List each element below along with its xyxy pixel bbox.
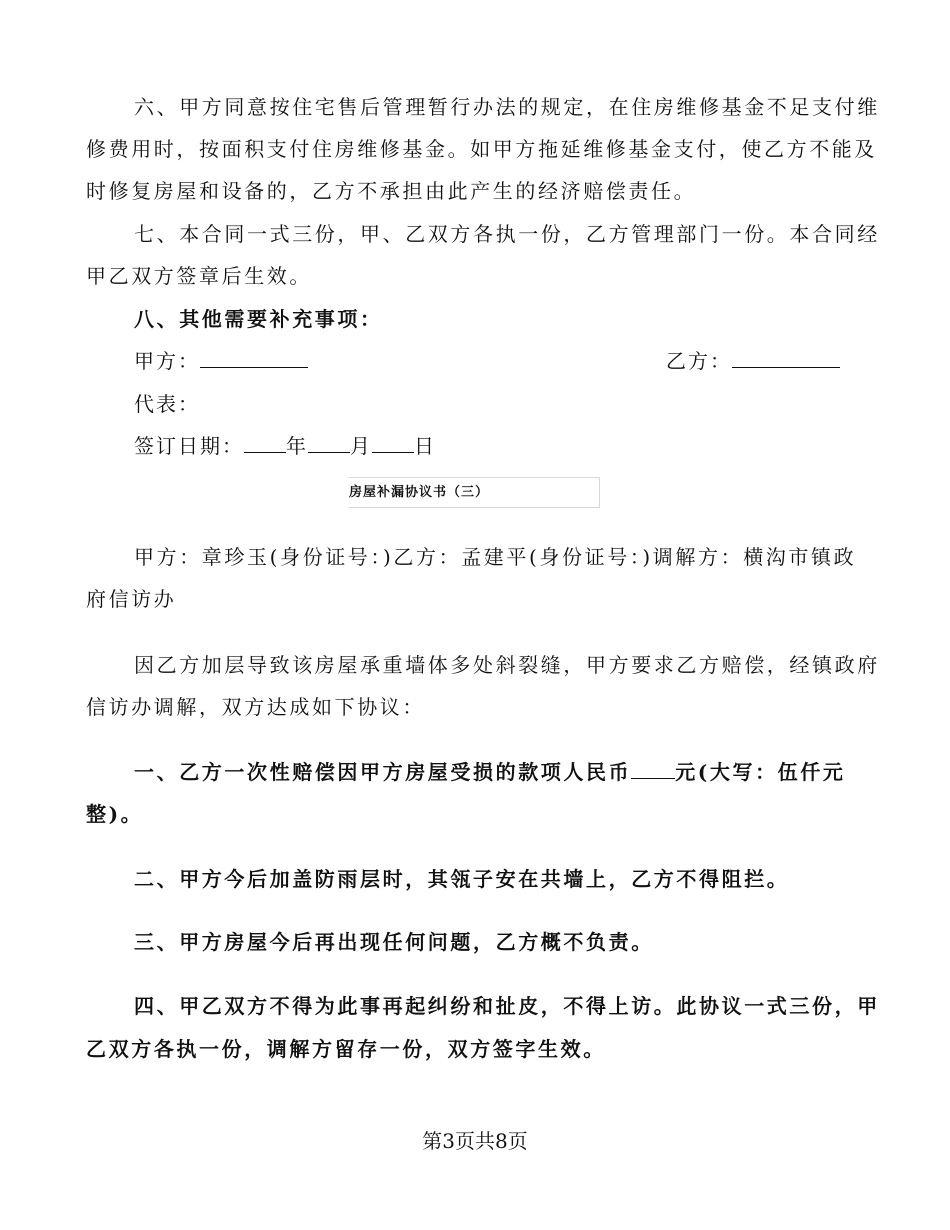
- item-1-amount-text: 元(大写：伍仟元: [675, 760, 846, 784]
- year-blank: [244, 432, 286, 453]
- section-title: 房屋补漏协议书（三）: [349, 477, 600, 508]
- day-label: 日: [414, 434, 436, 458]
- item-2: 二、甲方今后加盖防雨层时，其瓴子安在共墙上，乙方不得阻拦。: [134, 867, 790, 891]
- item-4-line-1: 四、甲乙双方不得为此事再起纠纷和扯皮，不得上访。此协议一式三份，甲: [134, 994, 880, 1018]
- clause-7-line-2: 甲乙双方签章后生效。: [86, 264, 312, 288]
- parties-line-2: 府信访办: [86, 587, 177, 611]
- page-number: 第3页共8页: [422, 1129, 528, 1153]
- signing-date-label: 签订日期：: [134, 434, 244, 458]
- day-blank: [372, 432, 414, 453]
- item-4-line-2: 乙双方各执一份，调解方留存一份，双方签字生效。: [86, 1037, 606, 1061]
- year-label: 年: [286, 434, 308, 458]
- representative-label: 代表：: [134, 392, 200, 416]
- party-a-label: 甲方：: [134, 349, 200, 373]
- item-1-line-2: 整)。: [86, 802, 144, 826]
- clause-6-line-1: 六、甲方同意按住宅售后管理暂行办法的规定，在住房维修基金不足支付维: [134, 95, 880, 119]
- party-a-signature-line: [134, 346, 308, 376]
- party-b-signature-line: [666, 346, 840, 376]
- month-blank: [308, 432, 350, 453]
- party-b-blank: [732, 347, 840, 368]
- item-1-line-1: [134, 757, 904, 787]
- signing-date-line: [134, 431, 436, 461]
- party-b-label: 乙方：: [666, 349, 732, 373]
- clause-7-line-1: 七、本合同一式三份，甲、乙双方各执一份，乙方管理部门一份。本合同经: [134, 222, 880, 246]
- clause-6-line-3: 时修复房屋和设备的，乙方不承担由此产生的经济赔偿责任。: [86, 179, 697, 203]
- item-1-text: 一、乙方一次性赔偿因甲方房屋受损的款项人民币: [134, 760, 632, 784]
- month-label: 月: [350, 434, 372, 458]
- preamble-line-2: 信访办调解，双方达成如下协议：: [86, 695, 425, 719]
- preamble-line-1: 因乙方加层导致该房屋承重墙体多处斜裂缝，甲方要求乙方赔偿，经镇政府: [134, 653, 880, 677]
- clause-8-heading: 八、其他需要补充事项：: [134, 307, 383, 331]
- amount-blank: [631, 758, 675, 779]
- party-a-blank: [200, 347, 308, 368]
- clause-6-line-2: 修费用时，按面积支付住房维修基金。如甲方拖延维修基金支付，使乙方不能及: [86, 137, 877, 161]
- parties-line-1: 甲方：章珍玉(身份证号：)乙方：孟建平(身份证号：)调解方：横沟市镇政: [134, 545, 857, 569]
- item-3: 三、甲方房屋今后再出现任何问题，乙方概不负责。: [134, 930, 654, 954]
